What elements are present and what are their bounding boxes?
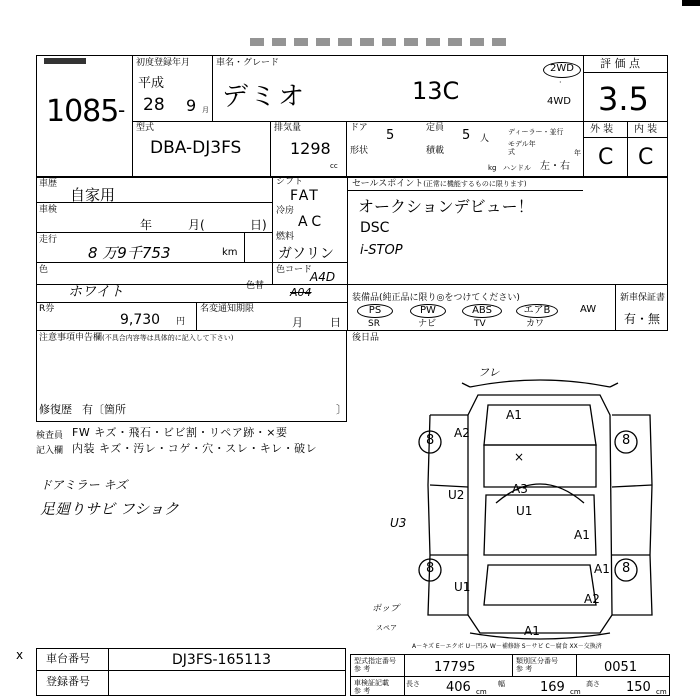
capacity: 5 (462, 128, 471, 143)
type-designation: 17795 (434, 660, 476, 675)
diag-mark-a3: A3 (512, 482, 528, 496)
diag-mark-a2-rear: A2 (584, 592, 600, 606)
door-label: ドア (350, 123, 368, 133)
chassis-label: 車台番号 (46, 652, 90, 665)
length-label: 長さ (406, 680, 420, 688)
door: 5 (386, 128, 395, 143)
color: ホワイト (68, 284, 124, 300)
diag-wheel-fr: 8 (622, 433, 631, 448)
height-label: 高さ (586, 680, 600, 688)
sales-points-label (352, 179, 527, 189)
drive-4wd: 4WD (547, 96, 571, 107)
color-change-label: 色替 (246, 281, 265, 291)
load-label: 積載 (426, 146, 445, 156)
sales-point-2: DSC (360, 220, 390, 236)
length: 406 (446, 680, 471, 695)
first-reg-label: 初度登録年月 (136, 58, 191, 68)
repair-close: 〕 (336, 403, 347, 416)
color-code-struck: A04 (290, 286, 312, 299)
type-designation-label (354, 657, 396, 673)
notes-sub: (不具合内容等は具体的に記入して下さい) (102, 334, 234, 342)
drive-dot: · (559, 78, 562, 87)
lot-label-redacted (44, 58, 86, 64)
corner-mark (682, 0, 700, 6)
displacement: 1298 (290, 139, 331, 158)
km-unit: km (222, 247, 238, 258)
lot-number: 1085 (46, 94, 119, 129)
handle-value: 左・右 (540, 161, 570, 172)
equip-tv: TV (474, 319, 486, 329)
repair-label: 修復歴 (39, 403, 72, 416)
displacement-label: 排気量 (274, 123, 302, 133)
equip-ps: PS (357, 304, 393, 318)
notice-month: 月 (292, 316, 303, 329)
handwritten-note-1: ドアミラー キズ (40, 478, 128, 492)
usage-label: 車歴 (39, 179, 58, 189)
diag-mark-u3: U3 (390, 516, 407, 530)
entry-label: 記入欄 (36, 446, 64, 456)
warranty-label: 新車保証書 (620, 293, 666, 303)
equip-sr: SR (368, 319, 380, 329)
margin-x-mark: x (16, 648, 24, 662)
exterior-label: 外 装 (590, 124, 614, 135)
exterior-grade: C (598, 145, 614, 170)
class-ref: 参 考 (516, 665, 533, 673)
class-number: 0051 (604, 660, 638, 675)
interior-label: 内 装 (634, 124, 658, 135)
diag-wheel-rl: 8 (426, 561, 435, 576)
equip-abs: ABS (462, 304, 502, 318)
class-title: 類別区分番号 (516, 657, 558, 665)
equipment-title: 装備品 (352, 293, 380, 303)
cc-unit: cc (330, 162, 338, 170)
cert-ref: 参 考 (354, 687, 371, 695)
grade: 13C (412, 77, 460, 105)
equip-pw: PW (410, 304, 446, 318)
yen-unit: 円 (176, 317, 186, 327)
diag-legend: A－キズ E－エクボ U－凹み W－補修跡 S－サビ C－腐食 XX－交換済 (412, 643, 602, 650)
mileage: 8 万9千753 (88, 244, 171, 262)
class-label (516, 657, 558, 673)
shaken-label: 車検 (39, 205, 58, 215)
cert-title: 車検証記載 (354, 679, 389, 687)
diag-mark-x: × (514, 450, 525, 464)
model-label: 型式 (136, 123, 155, 133)
width: 169 (540, 680, 565, 695)
interior-grade: C (638, 145, 654, 170)
diag-mark-u1-mid: U1 (516, 504, 533, 518)
diag-spare: スペア (376, 624, 397, 632)
entry-text: 内装 キズ・汚レ・コゲ・穴・スレ・キレ・破レ (72, 442, 318, 455)
shaken-day: 日) (250, 218, 267, 232)
model-year-label: モデル年式 (508, 140, 536, 156)
car-name: デミオ (222, 82, 307, 112)
diag-mark-u1-left: U1 (454, 580, 471, 594)
aircon: AC (298, 214, 326, 230)
height-unit: cm (656, 688, 667, 696)
equip-leather: カワ (526, 319, 545, 329)
color-label: 色 (39, 265, 49, 275)
equip-navi: ナビ (418, 319, 437, 329)
fuel: ガソリン (278, 246, 334, 262)
shift: FAT (290, 188, 320, 204)
diag-mark-fure: フレ (478, 366, 500, 379)
cert-label (354, 679, 389, 695)
height: 150 (626, 680, 651, 695)
sales-point-3: i-STOP (360, 243, 403, 258)
kg-label: kg (488, 164, 497, 172)
equip-airbag: エアB (516, 304, 558, 318)
diag-wheel-rr: 8 (622, 561, 631, 576)
inspector-text: FW キズ・飛石・ビビ割・リペア跡・×要 (72, 426, 288, 439)
model: DBA-DJ3FS (150, 138, 242, 158)
notice-day: 日 (330, 316, 341, 329)
fuel-label: 燃料 (276, 232, 295, 242)
recycle: 9,730 (120, 312, 161, 328)
chassis: DJ3FS-165113 (172, 652, 272, 668)
sales-points-title: セールスポイント (352, 179, 424, 189)
warranty: 有・無 (624, 312, 661, 326)
blurred-header-text (250, 38, 510, 46)
diag-wheel-fl: 8 (426, 433, 435, 448)
person-unit: 人 (480, 134, 490, 144)
reg-month: 9 (186, 96, 197, 115)
lot-dash: - (118, 98, 126, 122)
diag-mark-a1-right: A1 (574, 528, 590, 542)
width-unit: cm (570, 688, 581, 696)
dealer-label: ディーラー・並行 (508, 128, 564, 136)
diag-mark-a1-top: A1 (506, 408, 522, 422)
score: 3.5 (598, 80, 649, 118)
back-seat-label: 後日品 (352, 333, 380, 343)
notice-label: 名変通知期限 (200, 304, 255, 314)
equip-aw: AW (580, 304, 597, 315)
shaken-year: 年 (140, 218, 153, 232)
sales-points-sub: (正常に機能するものに限ります) (423, 180, 527, 188)
usage: 自家用 (70, 186, 116, 204)
handle-label: ハンドル (503, 164, 531, 172)
drive-2wd: 2WD (543, 62, 581, 78)
repair-value: 有〔箇所 (82, 403, 126, 416)
score-label: 評 価 点 (600, 57, 640, 70)
reg-label: 登録番号 (46, 675, 90, 688)
mileage-label: 走行 (39, 235, 58, 245)
handwritten-note-2: 足廻りサビ フショク (40, 500, 179, 518)
length-unit: cm (476, 688, 487, 696)
diag-mark-a2-left: A2 (454, 426, 470, 440)
equipment-sub: (純正品に限り◎をつけてください) (379, 293, 520, 303)
equipment-label (352, 293, 520, 303)
shaken-month: 月( (188, 218, 205, 232)
capacity-label: 定員 (426, 123, 445, 133)
era: 平成 (138, 76, 165, 91)
shape-label: 形状 (350, 146, 369, 156)
car-name-label: 車名・グレード (216, 58, 280, 68)
reg-year: 28 (143, 95, 165, 115)
aircon-label: 冷房 (276, 206, 295, 216)
diag-pop: ポップ (372, 604, 400, 614)
shift-label: シフト (276, 177, 304, 187)
year-unit: 年 (574, 149, 581, 157)
reg-month-unit: 月 (202, 106, 209, 114)
notes-title: 注意事項申告欄 (39, 333, 103, 343)
color-code: A4D (310, 270, 336, 284)
width-label: 幅 (498, 680, 505, 688)
diag-mark-a1-rear: A1 (594, 562, 610, 576)
sales-point-1: オークションデビュー！ (358, 197, 534, 216)
type-designation-ref: 参 考 (354, 665, 371, 673)
diag-mark-u2: U2 (448, 488, 465, 502)
notes-label (39, 333, 233, 343)
type-designation-title: 型式指定番号 (354, 657, 396, 665)
recycle-label: R券 (39, 304, 55, 314)
car-diagram (400, 365, 680, 650)
inspector-label: 検査員 (36, 431, 64, 441)
color-code-label: 色コード (276, 265, 313, 275)
diag-mark-a1-bottom: A1 (524, 624, 540, 638)
